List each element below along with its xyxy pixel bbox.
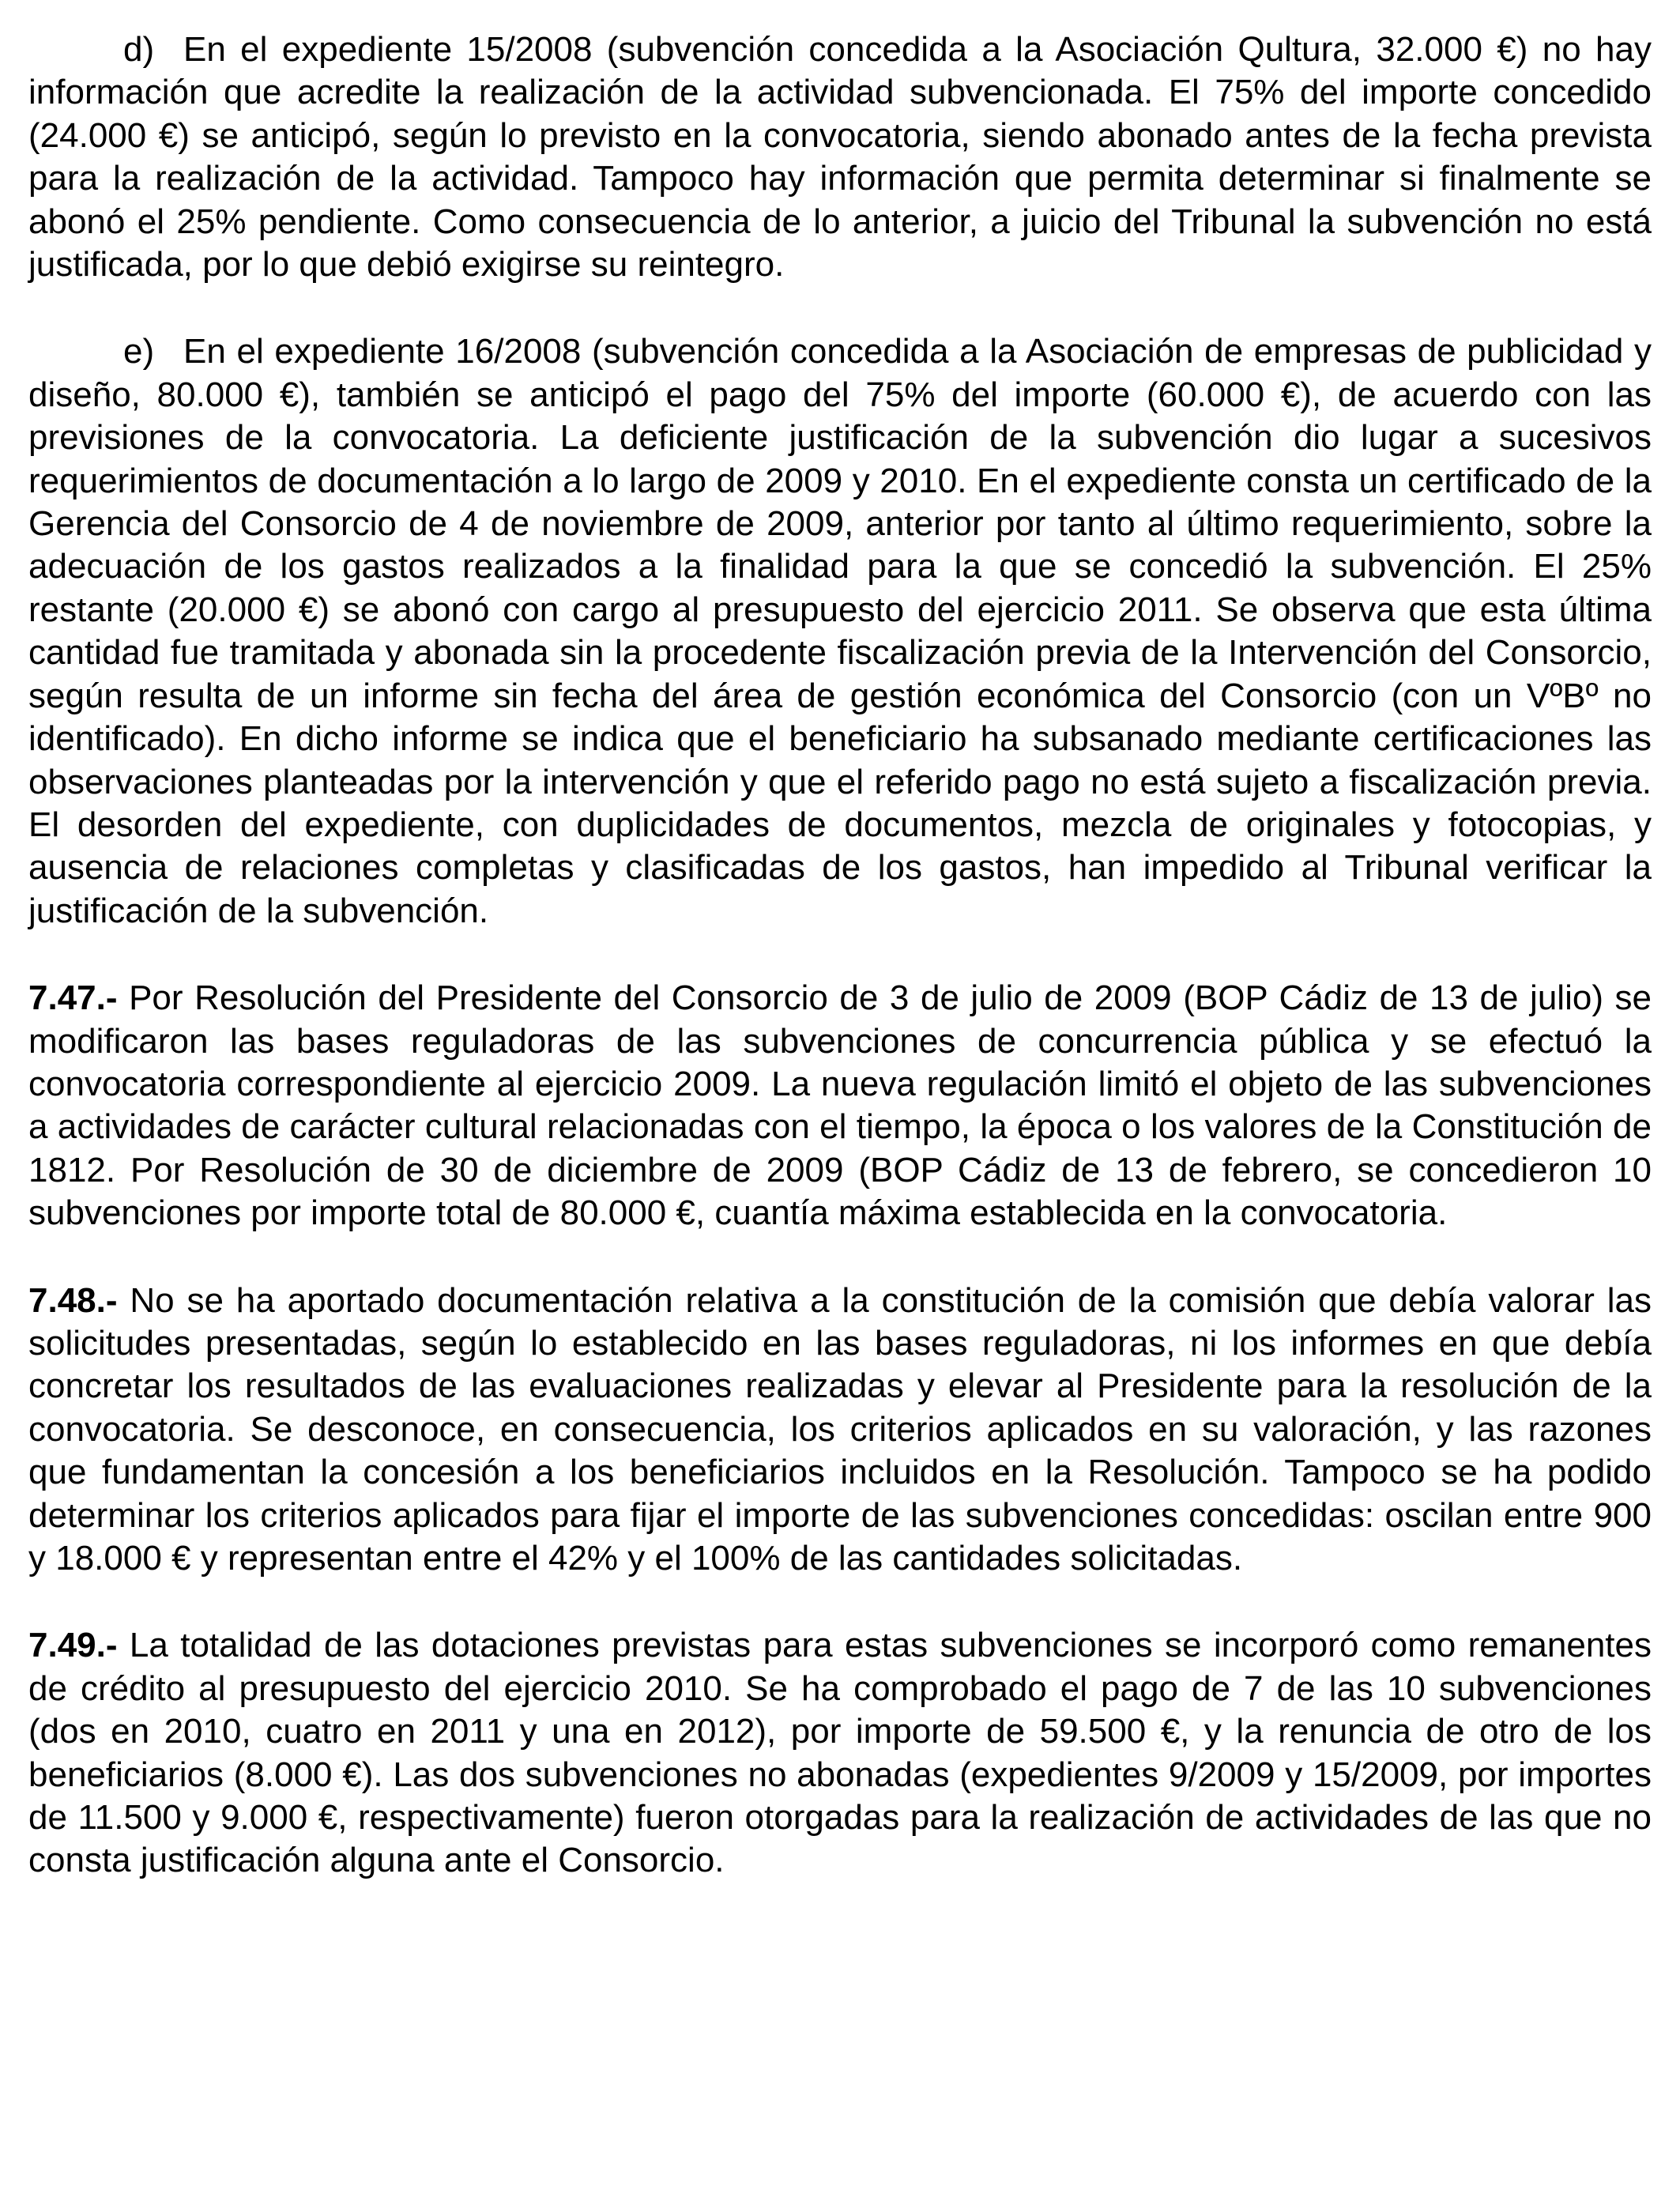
paragraph-item-e (28, 330, 1652, 933)
item-label-d: d) (123, 30, 155, 69)
paragraph-text-7-49: La totalidad de las dotaciones previstas para estas subvenciones se incorporó como remanentes de crédito al presupuesto del ejercicio 2010. Se ha comprobado el pago de 7 de las 10 subvenciones (dos en 2010, cuatro en 2011 y una en 2012), por importe de 59.500 €, y la renuncia de otro de los beneficiarios (8.000 €). Las dos subvenciones no abonadas (expedientes 9/2009 y 15/2009, por importes de 11.500 y 9.000 €, respectivamente) fueron otorgadas para la realización de actividades de las que no consta justificación alguna ante el Consorcio. (28, 1626, 1652, 1880)
paragraph-number-7-49: 7.49.- (28, 1626, 118, 1665)
document-page (28, 28, 1652, 1883)
paragraph-item-d (28, 28, 1652, 286)
paragraph-text-7-47: Por Resolución del Presidente del Consorcio de 3 de julio de 2009 (BOP Cádiz de 13 de julio) se modificaron las bases reguladoras de las subvenciones de concurrencia pública y se efectuó la convocatoria correspondiente al ejercicio 2009. La nueva regulación limitó el objeto de las subvenciones a actividades de carácter cultural relacionadas con el tiempo, la época o los valores de la Constitución de 1812. Por Resolución de 30 de diciembre de 2009 (BOP Cádiz de 13 de febrero, se concedieron 10 subvenciones por importe total de 80.000 €, cuantía máxima establecida en la convocatoria. (28, 978, 1652, 1233)
paragraph-7-48 (28, 1280, 1652, 1581)
paragraph-text-7-48: No se ha aportado documentación relativa a la constitución de la comisión que debía valorar las solicitudes presentadas, según lo establecido en las bases reguladoras, ni los informes en que debía concretar los resultados de las evaluaciones realizadas y elevar al Presidente para la resolución de la convocatoria. Se desconoce, en consecuencia, los criterios aplicados en su valoración, y las razones que fundamentan la concesión a los beneficiarios incluidos en la Resolución. Tampoco se ha podido determinar los criterios aplicados para fijar el importe de las subvenciones concedidas: oscilan entre 900 y 18.000 € y representan entre el 42% y el 100% de las cantidades solicitadas. (28, 1280, 1652, 1578)
paragraph-7-49 (28, 1624, 1652, 1882)
paragraph-number-7-47: 7.47.- (28, 978, 118, 1018)
paragraph-7-47 (28, 977, 1652, 1235)
item-label-e: e) (123, 332, 155, 371)
paragraph-number-7-48: 7.48.- (28, 1280, 118, 1320)
item-text-e: En el expediente 16/2008 (subvención concedida a la Asociación de empresas de publicidad y diseño, 80.000 €), también se anticipó el pago del 75% del importe (60.000 €), de acuerdo con las previsiones de la convocatoria. La deficiente justificación de la subvención dio lugar a sucesivos requerimientos de documentación a lo largo de 2009 y 2010. En el expediente consta un certificado de la Gerencia del Consorcio de 4 de noviembre de 2009, anterior por tanto al último requerimiento, sobre la adecuación de los gastos realizados a la finalidad para la que se concedió la subvención. El 25% restante (20.000 €) se abonó con cargo al presupuesto del ejercicio 2011. Se observa que esta última cantidad fue tramitada y abonada sin la procedente fiscalización previa de la Intervención del Consorcio, según resulta de un informe sin fecha del área de gestión económica del Consorcio (con un VºBº no identificado). En dicho informe se indica que el beneficiario ha subsanado mediante certificaciones las observaciones planteadas por la intervención y que el referido pago no está sujeto a fiscalización previa. El desorden del expediente, con duplicidades de documentos, mezcla de originales y fotocopias, y ausencia de relaciones completas y clasificadas de los gastos, han impedido al Tribunal verificar la justificación de la subvención. (28, 332, 1652, 930)
item-text-d: En el expediente 15/2008 (subvención concedida a la Asociación Qultura, 32.000 €) no hay información que acredite la realización de la actividad subvencionada. El 75% del importe concedido (24.000 €) se anticipó, según lo previsto en la convocatoria, siendo abonado antes de la fecha prevista para la realización de la actividad. Tampoco hay información que permita determinar si finalmente se abonó el 25% pendiente. Como consecuencia de lo anterior, a juicio del Tribunal la subvención no está justificada, por lo que debió exigirse su reintegro. (28, 30, 1652, 285)
